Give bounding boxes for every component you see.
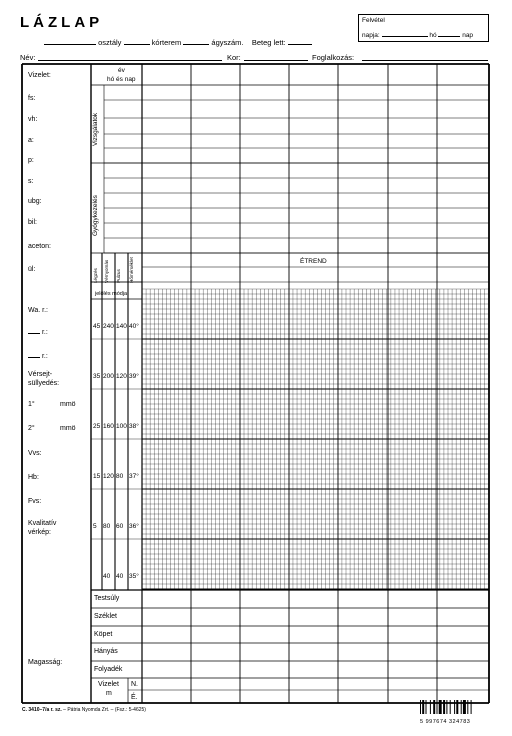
pulse-label: Pulzus <box>116 269 121 283</box>
barcode-bar <box>439 700 442 714</box>
left-label-fvs: Fvs: <box>28 498 42 505</box>
marking-method-label: jelölés módja <box>95 291 128 297</box>
left-label-hb: Hb: <box>28 474 39 481</box>
breath-label: Légzés <box>93 268 98 283</box>
scale-bp-1: 240 <box>103 323 114 330</box>
left-label-vizelet: Vizelet: <box>28 72 51 79</box>
scale-breath-4: 15 <box>93 473 101 480</box>
fell-ill-label: Beteg lett: <box>251 38 286 47</box>
r-1-blank[interactable] <box>28 327 40 334</box>
scale-bp-5: 80 <box>103 523 111 530</box>
left-label-magassag: Magasság: <box>28 659 63 666</box>
barcode-bar <box>420 700 421 714</box>
temperature-label: Hőmérséklet <box>129 257 134 283</box>
scale-temp-1: 40° <box>129 323 139 330</box>
urine-label: Vizelet <box>98 681 119 688</box>
urine-day-label: É. <box>131 694 138 701</box>
room-label: kórterem <box>151 38 182 47</box>
footer-line <box>22 707 146 713</box>
scale-pulse-5: 60 <box>116 523 124 530</box>
barcode-bar <box>430 700 431 714</box>
barcode-bar <box>450 700 451 714</box>
left-label-vh: vh: <box>28 116 38 123</box>
left-label-r-2 <box>28 351 48 360</box>
barcode-bar <box>426 700 427 714</box>
age-label: Kor: <box>227 53 241 62</box>
bed-label: ágyszám. <box>211 38 244 47</box>
sputum-label: Köpet <box>94 631 113 638</box>
barcode-bar <box>471 700 472 714</box>
left-label-p: p: <box>28 157 34 164</box>
barcode-bar <box>463 700 466 714</box>
left-label-kvalitativ: Kvalitatív <box>28 520 57 527</box>
left-label-first-hour: 1° <box>28 401 35 408</box>
barcode-bar <box>456 700 458 714</box>
scale-breath-1: 45 <box>93 323 101 330</box>
left-label-s: s: <box>28 178 34 185</box>
examinations-label: Vizsgálatok <box>92 112 99 146</box>
blood-pressure-label: Vérnyomás <box>104 259 109 283</box>
barcode <box>420 700 488 725</box>
left-label-wa-r: Wa. r.: <box>28 307 48 314</box>
department-label: osztály <box>98 38 122 47</box>
urine-night-label: N. <box>131 681 138 688</box>
admission-label: Felvétel <box>362 17 385 24</box>
scale-pulse-6: 40 <box>116 573 124 580</box>
left-label-verkep: vérkép: <box>28 529 51 536</box>
fluid-label: Folyadék <box>94 666 123 673</box>
scale-pulse-2: 120 <box>116 373 127 380</box>
occupation-label: Foglalkozás: <box>312 53 355 62</box>
admission-date-label: napja: <box>362 32 380 39</box>
left-label-aceton: aceton: <box>28 243 51 250</box>
stool-label: Széklet <box>94 613 117 620</box>
scale-temp-2: 39° <box>129 373 139 380</box>
barcode-bar <box>443 700 445 714</box>
barcode-bar <box>446 700 447 714</box>
urine-unit-label: m <box>106 690 112 697</box>
barcode-bar <box>437 700 438 714</box>
scale-temp-3: 38° <box>129 423 139 430</box>
left-label-fs: fs: <box>28 95 36 102</box>
scale-temp-5: 36° <box>129 523 139 530</box>
form-title: LÁZLAP <box>20 14 104 31</box>
scale-bp-6: 40 <box>103 573 111 580</box>
scale-bp-4: 120 <box>103 473 114 480</box>
scale-breath-2: 35 <box>93 373 101 380</box>
scale-breath-5: 5 <box>93 523 97 530</box>
r-2-text: r.: <box>41 353 48 360</box>
scale-pulse-4: 80 <box>116 473 124 480</box>
scale-temp-4: 37° <box>129 473 139 480</box>
r-1-text: r.: <box>41 329 48 336</box>
barcode-number: 5 997674 324783 <box>420 719 471 725</box>
left-label-mmo-1: mmö <box>60 401 76 408</box>
admission-day-label: nap <box>462 32 474 39</box>
barcode-bar <box>467 700 468 714</box>
diet-label: ÉTREND <box>300 258 327 265</box>
left-label-ul: ül: <box>28 266 36 273</box>
scale-bp-3: 160 <box>103 423 114 430</box>
scale-bp-2: 200 <box>103 373 114 380</box>
scale-pulse-3: 100 <box>116 423 127 430</box>
scale-breath-3: 25 <box>93 423 101 430</box>
treatment-label: Gyógykezelés <box>92 195 99 236</box>
admission-month-label: hó <box>429 32 437 39</box>
left-label-vvs: Vvs: <box>28 450 42 457</box>
left-label-bil: bil: <box>28 219 37 226</box>
year-label: év <box>118 67 125 74</box>
scale-pulse-1: 140 <box>116 323 127 330</box>
left-label-second-hour: 2° <box>28 425 35 432</box>
barcode-bars <box>420 700 488 714</box>
left-label-sullyedes: süllyedés: <box>28 380 60 387</box>
barcode-bar <box>422 700 424 714</box>
form-code: C. 3410–7/a r. sz. <box>22 707 62 713</box>
name-label: Név: <box>20 53 36 62</box>
left-label-versejt: Vérsejt- <box>28 371 53 378</box>
scale-temp-6: 35° <box>129 573 139 580</box>
barcode-bar <box>433 700 435 714</box>
left-label-mmo-2: mmö <box>60 425 76 432</box>
r-2-blank[interactable] <box>28 351 40 358</box>
month-day-label: hó és nap <box>107 76 136 83</box>
vomiting-label: Hányás <box>94 648 118 655</box>
publisher-info: – Pátria Nyomda Zrt. – (Fsz.: 5-4625) <box>63 707 146 713</box>
barcode-bar <box>461 700 462 714</box>
body-weight-label: Testsúly <box>94 595 120 602</box>
left-label-a: a: <box>28 137 34 144</box>
left-label-ubg: ubg: <box>28 198 42 205</box>
barcode-bar <box>454 700 455 714</box>
left-label-r-1 <box>28 327 48 336</box>
